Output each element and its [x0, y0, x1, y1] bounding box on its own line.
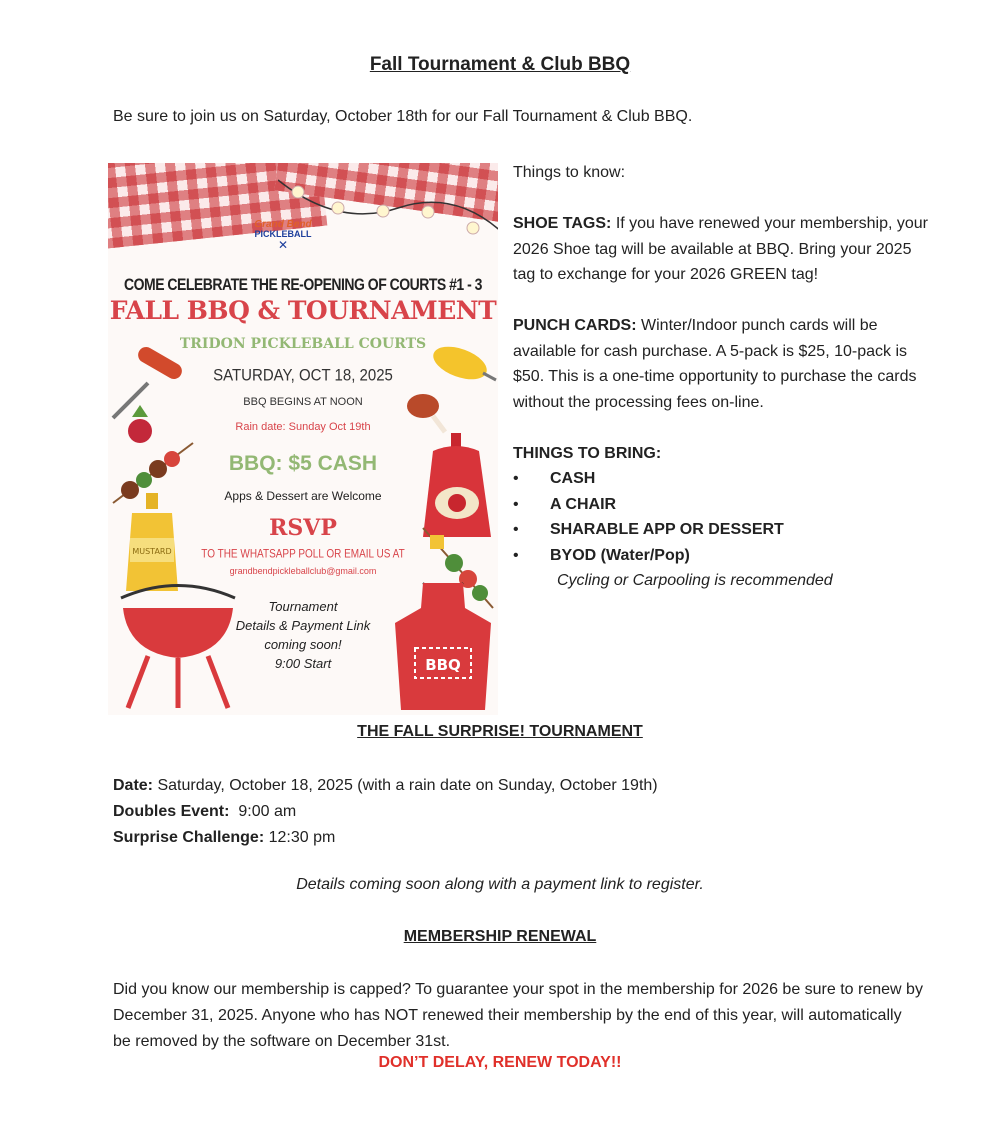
punch-cards-paragraph: [513, 313, 933, 415]
things-heading: Things to know:: [513, 164, 626, 181]
tournament-date-line: [113, 773, 658, 799]
flyer-rsvp: RSVP: [269, 515, 337, 541]
flyer-bbq-price: BBQ: $5 CASH: [228, 452, 378, 475]
renew-cta: DON’T DELAY, RENEW TODAY!!: [378, 1054, 622, 1071]
bring-heading: THINGS TO BRING:: [513, 444, 662, 462]
shoe-tags-label: SHOE TAGS:: [513, 215, 612, 232]
shoe-tags-text: If you have renewed your membership, your 2026 Shoe tag will be available at BBQ. Bring your 2025 tag to exchange for your 2026 GREEN tag!: [513, 215, 928, 283]
flyer-headline: FALL BBQ & TOURNAMENT: [109, 296, 497, 325]
surprise-line: [113, 825, 658, 851]
flyer-email: grandbendpickleballclub@gmail.com: [229, 566, 377, 576]
tournament-details: [113, 773, 658, 851]
doubles-line: [113, 799, 658, 825]
doubles-label: Doubles Event:: [113, 803, 230, 820]
surprise-value: 12:30 pm: [264, 829, 336, 846]
flyer-bbq-begins: BBQ BEGINS AT NOON: [243, 396, 363, 408]
flyer-rain-date: Rain date: Sunday Oct 19th: [235, 421, 371, 433]
doubles-value: 9:00 am: [229, 803, 297, 820]
things-to-know: [513, 160, 933, 594]
flyer-date: SATURDAY, OCT 18, 2025: [213, 366, 393, 385]
details-coming-soon: Details coming soon along with a payment link to register.: [296, 876, 704, 893]
list-item: • A CHAIR: [513, 492, 933, 518]
tournament-date-value: Saturday, October 18, 2025 (with a rain date on Sunday, October 19th): [153, 777, 658, 794]
intro-text: Be sure to join us on Saturday, October 18th for our Fall Tournament & Club BBQ.: [113, 108, 693, 125]
flyer-venue: TRIDON PICKLEBALL COURTS: [179, 336, 427, 352]
page-title: Fall Tournament & Club BBQ: [369, 54, 631, 75]
bbq-grill-icon: [113, 578, 243, 713]
flyer-celebrate-line: COME CELEBRATE THE RE-OPENING OF COURTS #1 - 3: [124, 274, 482, 294]
club-logo: [253, 220, 313, 251]
flyer-rsvp-line: TO THE WHATSAPP POLL OR EMAIL US AT: [201, 547, 405, 562]
surprise-label: Surprise Challenge:: [113, 829, 265, 846]
flyer-tourney-line: Tournament: [268, 599, 338, 614]
shoe-tags-paragraph: [513, 211, 933, 288]
mustard-label: MUSTARD: [132, 547, 172, 556]
logo-text: PICKLEBALL: [254, 229, 312, 239]
membership-heading: MEMBERSHIP RENEWAL: [403, 928, 597, 945]
list-item: • CASH: [513, 466, 933, 492]
flyer-tourney-line: Details & Payment Link: [235, 618, 371, 633]
flyer-tourney-line: 9:00 Start: [274, 656, 332, 671]
punch-cards-label: PUNCH CARDS:: [513, 317, 637, 334]
drumstick-icon: [403, 388, 453, 438]
paddles-icon: ✕: [277, 238, 289, 252]
flyer-apps-note: Apps & Dessert are Welcome: [224, 489, 382, 503]
tournament-date-label: Date:: [113, 777, 154, 794]
bbq-apron-icon: [393, 578, 493, 713]
apron-label: BBQ: [425, 656, 461, 674]
flyer-tourney-line: coming soon!: [264, 637, 342, 652]
list-item: • BYOD (Water/Pop): [513, 543, 933, 569]
list-item: • SHARABLE APP OR DESSERT: [513, 517, 933, 543]
punch-cards-text: Winter/Indoor punch cards will be available for cash purchase. A 5-pack is $25, 10-pack is $50. This is a one-time opportunity to purchase the cards without the processing fees on-line.: [513, 317, 917, 411]
bbq-flyer: [108, 163, 498, 715]
bring-list: [513, 466, 933, 568]
tournament-heading: THE FALL SURPRISE! TOURNAMENT: [357, 723, 643, 740]
membership-text: Did you know our membership is capped? To guarantee your spot in the membership for 2026 be sure to renew by December 31, 2025. Anyone who has NOT renewed their membership by the end of this year, will automatically be removed by the software on December 31st.: [113, 981, 923, 1050]
corn-icon: [428, 335, 498, 395]
logo-script-text: Grand Bend: [254, 219, 312, 230]
cycling-note: Cycling or Carpooling is recommended: [557, 572, 833, 589]
flyer-tournament-note: [218, 597, 388, 673]
